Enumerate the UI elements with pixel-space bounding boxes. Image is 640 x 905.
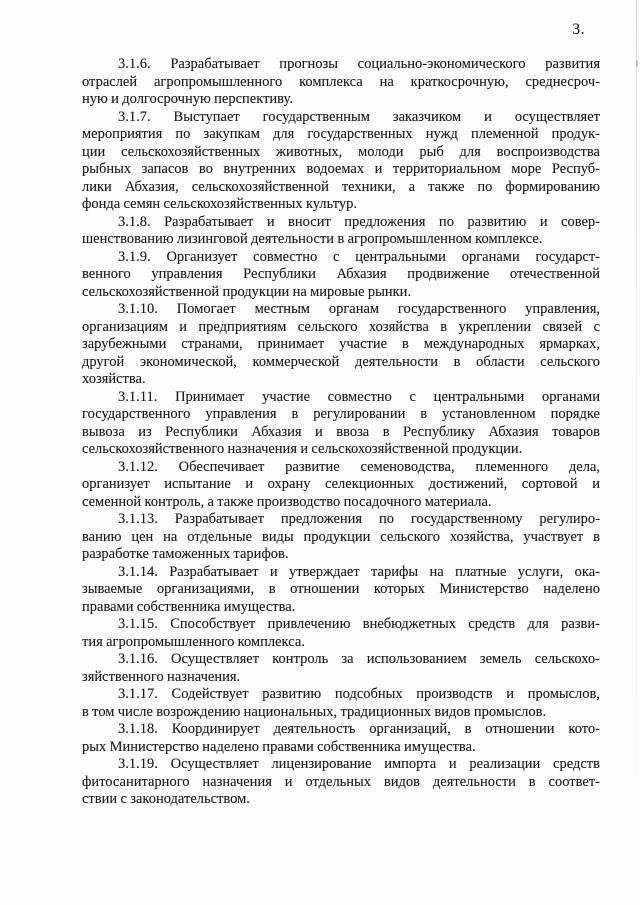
text-line: хозяйства. bbox=[82, 371, 146, 387]
scan-artifact-mark bbox=[636, 60, 638, 67]
paragraph-number: 3.1.11. bbox=[118, 388, 158, 405]
text-line: фонда семян сельскохозяйственных культур. bbox=[82, 196, 357, 212]
text-line: 3.1.19. Осуществляет лицензирование импорта и реализации средств bbox=[118, 756, 600, 772]
text-line: тия агропромышленного комплекса. bbox=[82, 633, 305, 650]
text-line: 3.1.18. Координирует деятельность организаций, в отношении кото- bbox=[118, 721, 600, 737]
paragraph-number: 3.1.16. bbox=[118, 651, 158, 667]
paragraph-number: 3.1.12. bbox=[118, 458, 158, 475]
paragraph bbox=[82, 564, 600, 617]
text-line: вывоза из Республики Абхазия и ввоза в Республику Абхазия товаров bbox=[82, 423, 600, 440]
paragraph-number: 3.1.13. bbox=[118, 511, 158, 527]
text-line: ванию цен на отдельные виды продукции сельского хозяйства, участвует в bbox=[82, 528, 600, 545]
paragraph-number: 3.1.19. bbox=[118, 756, 158, 772]
paragraph bbox=[82, 109, 600, 214]
document-body bbox=[82, 56, 600, 809]
paragraph-number: 3.1.6. bbox=[118, 56, 151, 72]
text-line: организациям и предприятиям сельского хозяйства в укреплении связей с bbox=[82, 318, 600, 335]
paragraph bbox=[82, 756, 600, 809]
text-line: разработке таможенных тарифов. bbox=[82, 546, 289, 562]
text-line: сельскохозяйственного назначения и сельскохозяйственной продукции. bbox=[82, 441, 523, 457]
paragraph bbox=[82, 686, 600, 721]
text-line: фитосанитарного назначения и отдельных видов деятельности в соответ- bbox=[82, 773, 600, 790]
text-line: семенной контроль, а также производство посадочного материала. bbox=[82, 493, 492, 510]
text-line: организует испытание и охрану селекционных достижений, сортовой и bbox=[82, 476, 600, 492]
text-line: 3.1.12. Обеспечивает развитие семеноводства, племенного дела, bbox=[118, 458, 600, 475]
paragraph-number: 3.1.15. bbox=[118, 616, 158, 632]
paragraph bbox=[82, 459, 600, 512]
text-line: в том числе возрождению национальных, традиционных видов промыслов. bbox=[82, 703, 547, 720]
paragraph bbox=[82, 651, 600, 686]
paragraph-number: 3.1.8. bbox=[118, 213, 151, 230]
paragraph-number: 3.1.18. bbox=[118, 721, 158, 737]
paragraph bbox=[82, 214, 600, 249]
text-line: мероприятия по закупкам для государственных нужд племенной продук- bbox=[82, 126, 600, 142]
text-line: государственного управления в регулировании в установленном порядке bbox=[82, 406, 600, 422]
text-line: шенствованию лизинговой деятельности в агропромышленном комплексе. bbox=[82, 231, 543, 247]
paragraph-number: 3.1.10. bbox=[118, 301, 158, 317]
text-line: ную и долгосрочную перспективу. bbox=[82, 91, 293, 107]
text-line: 3.1.10. Помогает местным органам государственного управления, bbox=[118, 301, 600, 317]
paragraph bbox=[82, 249, 600, 302]
text-line: правами собственника имущества. bbox=[82, 598, 296, 615]
text-line: сельскохозяйственной продукции на мировые рынки. bbox=[82, 283, 412, 300]
text-line: лики Абхазия, сельскохозяйственной техники, а также по формированию bbox=[82, 178, 600, 195]
text-line: 3.1.16. Осуществляет контроль за использованием земель сельскохо- bbox=[118, 651, 600, 667]
text-line: рых Министерство наделено правами собственника имущества. bbox=[82, 738, 476, 755]
text-line: зываемые организациями, в отношении которых Министерство наделено bbox=[82, 581, 600, 597]
text-line: венного управления Республики Абхазия продвижение отечественной bbox=[82, 266, 600, 282]
paragraph-number: 3.1.14. bbox=[118, 563, 158, 580]
text-line: 3.1.11. Принимает участие совместно с центральными органами bbox=[118, 388, 600, 405]
paragraph bbox=[82, 301, 600, 389]
paragraph bbox=[82, 616, 600, 651]
paragraph bbox=[82, 721, 600, 756]
text-line: 3.1.8. Разрабатывает и вносит предложения по развитию и совер- bbox=[118, 213, 600, 230]
paragraph-number: 3.1.17. bbox=[118, 686, 158, 702]
text-line: 3.1.6. Разрабатывает прогнозы социально-экономического развития bbox=[118, 56, 600, 72]
scan-edge-line bbox=[636, 0, 637, 905]
paragraph bbox=[82, 389, 600, 459]
text-line: ствии с законодательством. bbox=[82, 791, 250, 807]
text-line: зяйственного назначения. bbox=[82, 668, 241, 685]
text-line: 3.1.13. Разрабатывает предложения по государственному регулиро- bbox=[118, 511, 600, 527]
text-line: рыбных запасов во внутренних водоемах и территориальном море Респуб- bbox=[82, 161, 600, 177]
text-line: 3.1.14. Разрабатывает и утверждает тарифы на платные услуги, ока- bbox=[118, 563, 600, 580]
paragraph bbox=[82, 56, 600, 109]
paragraph bbox=[82, 511, 600, 564]
text-line: другой экономической, коммерческой деятельности в области сельского bbox=[82, 353, 600, 370]
text-line: отраслей агропромышленного комплекса на краткосрочную, среднесроч- bbox=[82, 73, 600, 90]
text-line: 3.1.7. Выступает государственным заказчиком и осуществляет bbox=[118, 108, 600, 125]
text-line: 3.1.17. Содействует развитию подсобных производств и промыслов, bbox=[118, 686, 600, 702]
paragraph-number: 3.1.7. bbox=[118, 108, 151, 125]
text-line: 3.1.9. Организует совместно с центральными органами государст- bbox=[118, 248, 600, 265]
text-line: зарубежными странами, принимает участие в международных ярмарках, bbox=[82, 336, 600, 352]
text-line: 3.1.15. Способствует привлечению внебюджетных средств для разви- bbox=[118, 616, 600, 632]
text-line: ции сельскохозяйственных животных, молоди рыб для воспроизводства bbox=[82, 143, 600, 160]
page-number: 3. bbox=[572, 21, 585, 38]
paragraph-number: 3.1.9. bbox=[118, 248, 151, 265]
